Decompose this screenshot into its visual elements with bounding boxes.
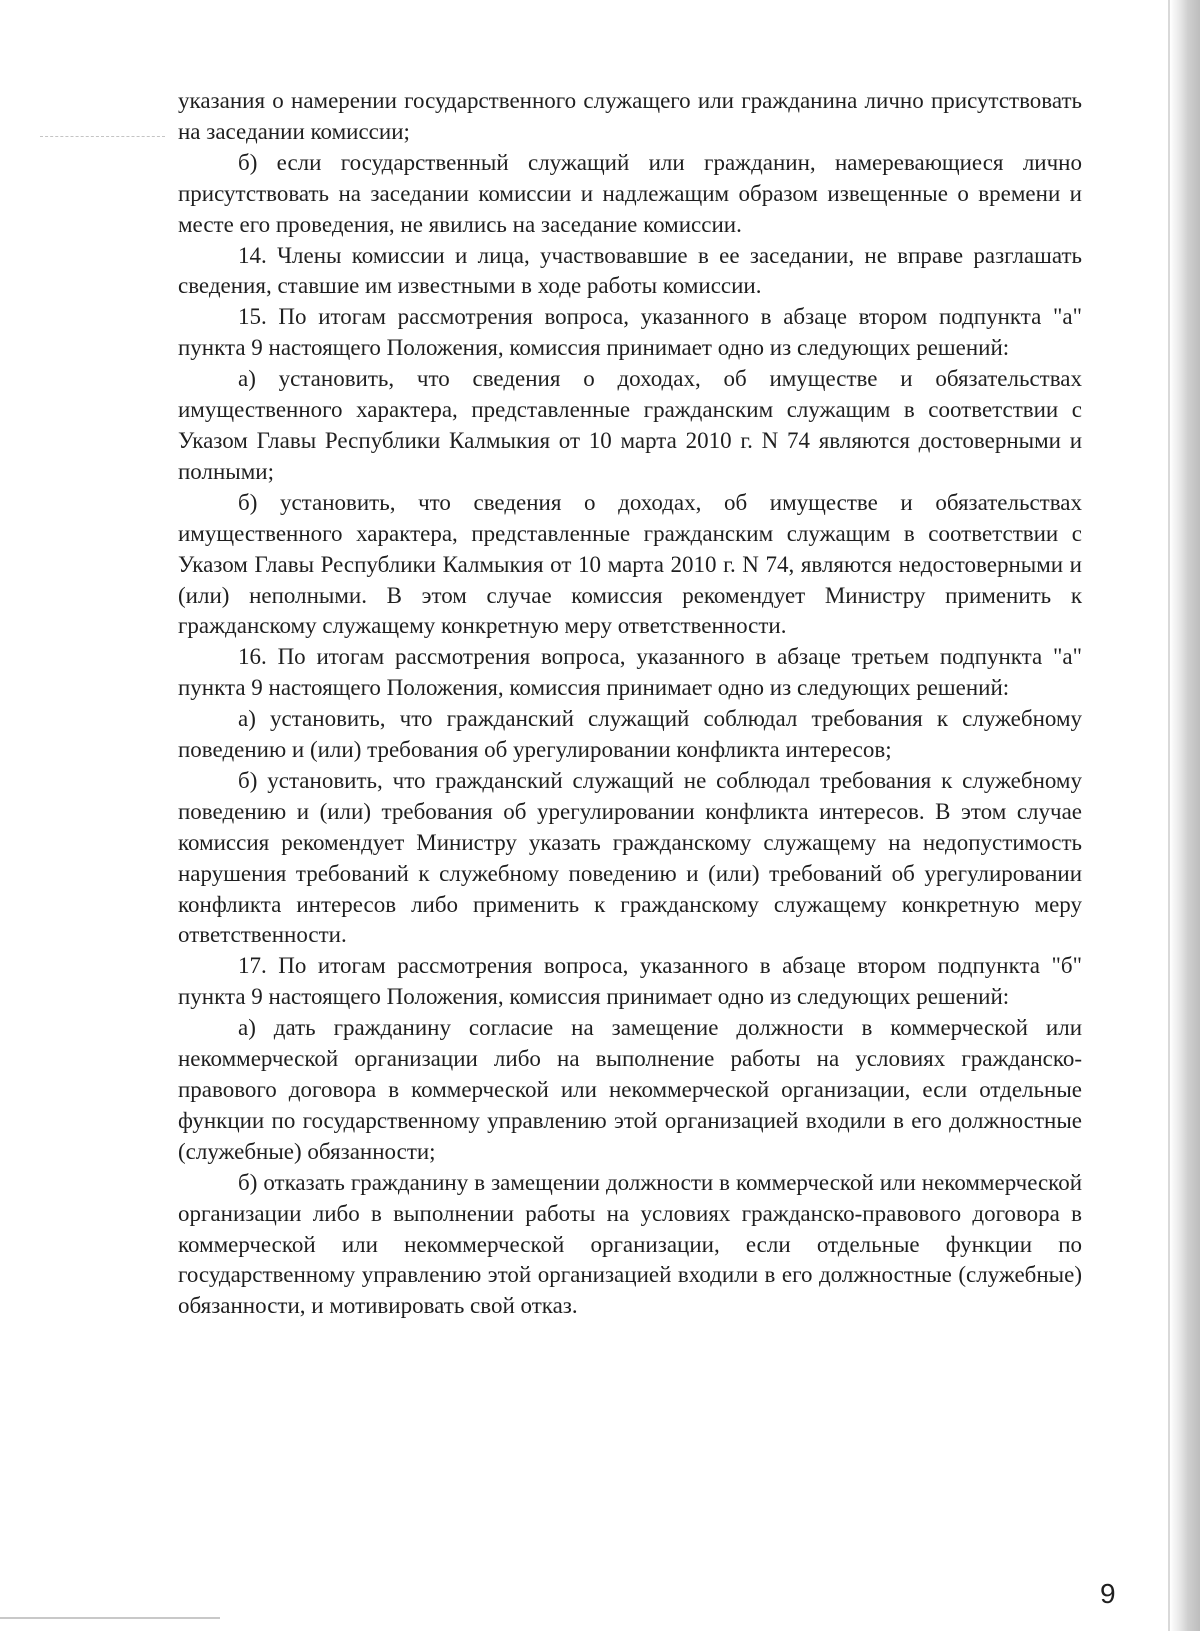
paragraph: а) установить, что гражданский служащий соблюдал требования к служебному поведению и (или) требования об урегулировании конфликта интересов; bbox=[178, 706, 1082, 763]
paragraph: б) отказать гражданину в замещении должности в коммерческой или некоммерческой организации либо в выполнении работы на условиях гражданско-правового договора в коммерческой или некоммерческой организации, если отдельные функции по государственному управлению этой организацией входили в его должностные (служебные) обязанности, и мотивировать свой отказ. bbox=[178, 1169, 1082, 1319]
paragraph: 15. По итогам рассмотрения вопроса, указанного в абзаце втором подпункта "а" пункта 9 настоящего Положения, комиссия принимает одно из следующих решений: bbox=[178, 304, 1082, 361]
paragraph: 17. По итогам рассмотрения вопроса, указанного в абзаце втором подпункта "б" пункта 9 настоящего Положения, комиссия принимает одно из следующих решений: bbox=[178, 953, 1082, 1010]
paragraph: б) если государственный служащий или гражданин, намеревающиеся лично присутствовать на заседании комиссии и надлежащим образом извещенные о времени и месте его проведения, не явились на заседание комиссии. bbox=[178, 149, 1082, 237]
scan-artifact-bottom-line bbox=[0, 1617, 220, 1619]
paragraph: указания о намерении государственного служащего или гражданина лично присутствовать на заседании комиссии; bbox=[178, 88, 1082, 144]
scan-right-edge-shadow bbox=[1170, 0, 1200, 1631]
paragraph: б) установить, что гражданский служащий не соблюдал требования к служебному поведению и (или) требования об урегулировании конфликта интересов. В этом случае комиссия рекомендует Министру указать гражданскому служащему на недопустимость нарушения требований к служебному поведению и (или) требований об урегулировании конфликта интересов либо применить к гражданскому служащему конкретную меру ответственности. bbox=[178, 767, 1082, 948]
page-number: 9 bbox=[1100, 1578, 1116, 1609]
paragraph: а) установить, что сведения о доходах, об имуществе и обязательствах имущественного характера, представленные гражданским служащим в соответствии с Указом Главы Республики Калмыкия от 10 марта 2010 г. N 74 являются достоверными и полными; bbox=[178, 366, 1082, 484]
paragraph: 16. По итогам рассмотрения вопроса, указанного в абзаце третьем подпункта "а" пункта 9 настоящего Положения, комиссия принимает одно из следующих решений: bbox=[178, 644, 1082, 701]
document-body bbox=[178, 86, 1082, 1322]
paragraph: б) установить, что сведения о доходах, об имуществе и обязательствах имущественного характера, представленные гражданским служащим в соответствии с Указом Главы Республики Калмыкия от 10 марта 2010 г. N 74, являются недостоверными и (или) неполными. В этом случае комиссия рекомендует Министру применить к гражданскому служащему конкретную меру ответственности. bbox=[178, 489, 1082, 639]
paragraph: а) дать гражданину согласие на замещение должности в коммерческой или некоммерческой организации либо на выполнение работы на условиях гражданско-правового договора в коммерческой или некоммерческой организации, если отдельные функции по государственному управлению этой организацией входили в его должностные (служебные) обязанности; bbox=[178, 1015, 1082, 1164]
paragraph: 14. Члены комиссии и лица, участвовавшие в ее заседании, не вправе разглашать сведения, ставшие им известными в ходе работы комиссии. bbox=[178, 242, 1082, 299]
scan-artifact-dash bbox=[40, 136, 165, 138]
